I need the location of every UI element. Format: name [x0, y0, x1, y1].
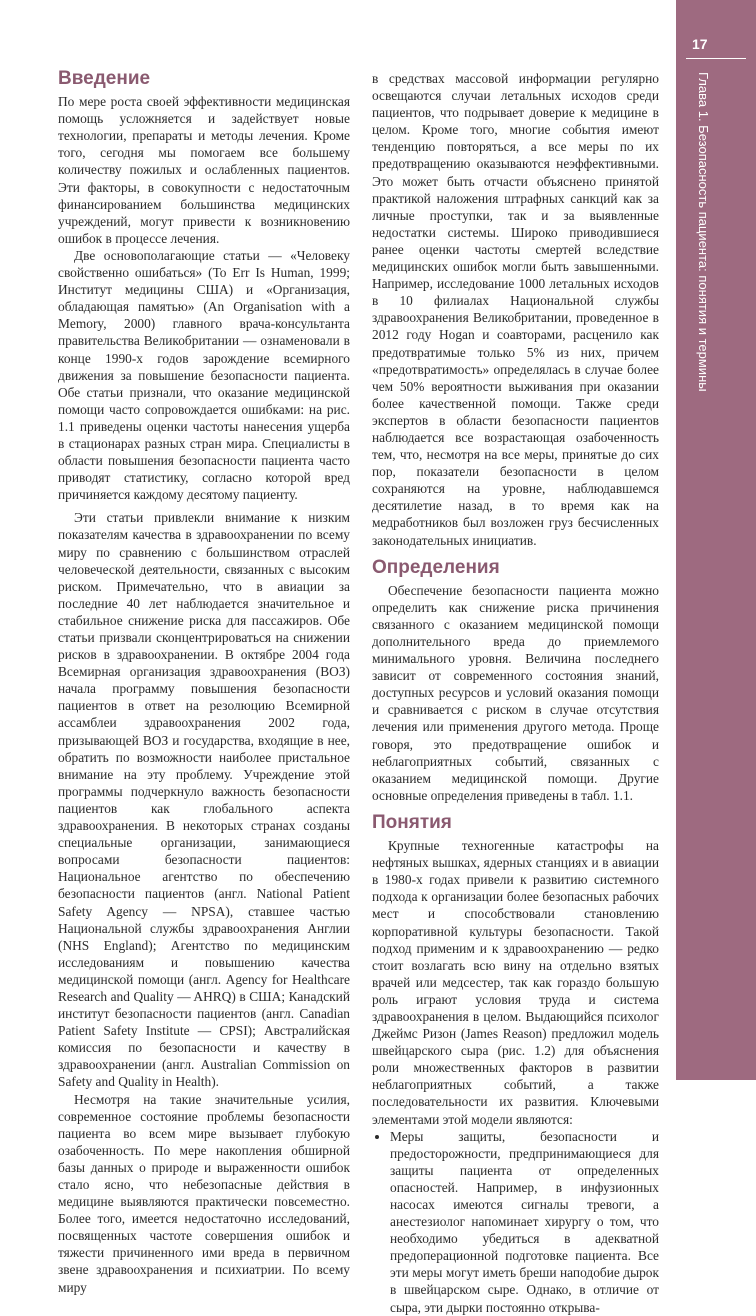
chapter-running-head: Глава 1. Безопасность пациента: понятия и термины — [696, 72, 711, 392]
page-number-rule — [686, 58, 746, 59]
heading-introduction: Введение — [58, 68, 151, 89]
left-column — [58, 70, 350, 1296]
right-column — [372, 70, 659, 1316]
list-item: • Меры защиты, безопасности и предосторожности, предпринимающиеся для защиты пациента от определенных опасностей. Например, в инфузионных насосах имеются сигналы тревоги, а анестезиолог напоминает хирургу о том, что необходимо убедиться в адекватной предоперационной подготовке пациента. Все эти меры могут иметь бреши наподобие дырок в швейцарском сыре. Однако, в отличие от сыра, эти дырки постоянно открыва- — [390, 1128, 659, 1316]
definitions-paragraph: Обеспечение безопасности пациента можно определить как снижение риска причинения связанного с оказанием медицинской помощи дополнительного вреда до приемлемого минимального уровня. Величина последнего зависит от современного состояния знаний, доступных ресурсов и условий оказания помощи и сравнивается с риском в случае отсутствия лечения или применения другого метода. Проще говоря, это предотвращение ошибок и неблагоприятных событий, связанных с оказанием медицинской помощи. Другие основные определения приведены в табл. 1.1. — [372, 582, 659, 803]
page-number: 17 — [692, 36, 708, 52]
concepts-bullet-list — [372, 1128, 659, 1316]
intro-paragraph-1: По мере роста своей эффективности медицинская помощь усложняется и задействует новые технологии, препараты и методы лечения. Кроме того, сегодня мы помогаем все большему количеству пожилых и ослабленных пациентов. Эти факторы, в совокупности с недостаточным финансированием большинства медицинских учреждений, могут привести к возникновению ошибок в процессе лечения. — [58, 94, 350, 246]
chapter-running-head-wrap — [693, 72, 719, 512]
intro-paragraph-3: Эти статьи привлекли внимание к низким показателям качества в здравоохранении по всему миру по сравнению с большинством отраслей человеческой деятельности, связанных с высоким риском. Примечательно, что в авиации за последние 40 лет наблюдается значительное и стабильное снижение риска для пассажиров. Обе статьи призвали сконцентрироваться на снижении рисков в здравоохранении. В октябре 2004 года Всемирная организация здравоохранения (ВОЗ) начала программу повышения безопасности пациентов в ответ на резолюцию Всемирной ассамблеи здравоохранения 2002 года, призывающей ВОЗ и государства, входящие в нее, обратить по возможности наиболее пристальное внимание на эту проблему. Учреждение этой программы подчеркнуло важность безопасности пациентов как глобального аспекта здравоохранения. В некоторых странах созданы специальные организации, занимающиеся вопросами безопасности пациентов: Национальное агентство по обеспечению безопасности пациентов (англ. National Patient Safety Agency — NPSA), ставшее частью Национальной службы здравоохранения Англии (NHS England); Агентство по медицинским исследованиям и повышению качества медицинской помощи (англ. Agency for Healthcare Research and Quality — AHRQ) в США; Канадский институт безопасности пациентов (англ. Canadian Patient Safety Institute — CPSI); Австралийская комиссия по безопасности и качеству в здравоохранении (англ. Australian Commission on Safety and Quality in Health). — [58, 510, 350, 1090]
intro-paragraph-4: Несмотря на такие значительные усилия, современное состояние проблемы безопасности пациента во всем мире вызывает глубокую озабоченность. По мере накопления обширной базы данных о природе и выраженности ошибок стало ясно, что небезопасные действия в медицине выявляются практически повсеместно. Более того, имеется недостаточно исследований, посвященных частоте совершения ошибок и тяжести причиненного ими вреда в первичном звене здравоохранения и психиатрии. По всему миру — [58, 1091, 350, 1295]
intro-paragraph-2: Две основополагающие статьи — «Человеку свойственно ошибаться» (To Err Is Human, 1999; Институт медицины США) и «Организация, обладающая памятью» (An Organisation with a Memory, 2000) главного врача-консультанта правительства Великобритании — ознаменовали в конце 1990-х годов зарождение всемирного движения за повышение безопасности пациента. Обе статьи признали, что оказание медицинской помощи часто сопровождается ошибками: на рис. 1.1 приведены оценки частоты нанесения ущерба в стационарах разных стран мира. Специалисты в области повышения безопасности пациента часто приводят статистику, согласно которой вред причиняется каждому десятому пациенту. — [58, 247, 350, 503]
intro-paragraph-5: в средствах массовой информации регулярно освещаются случаи летальных исходов среди пациентов, что подрывает доверие к медицине в целом. Кроме того, многие события имеют тенденцию повторяться, а все меры по их предотвращению оказываются неэффективными. Это может быть отчасти объяснено принятой практикой наложения штрафных санкций как за личные проступки, так и за выявленные недостатки системы. Широко приводившиеся ранее оценки частоты смертей вследствие медицинских ошибок могли быть завышенными. Например, исследование 1000 летальных исходов в 10 филиалах Национальной службы здравоохранения Великобритании, проведенное в 2012 году Hogan и соавторами, расценило как предотвратимые только 5% из них, причем «предотвратимость» определялась в случае более чем 50% вероятности выживания при оказании более качественной помощи. Также среди экспертов в области безопасности пациентов наблюдается все возрастающая озабоченность тем, что, несмотря на все меры, принятые до сих пор, показатели безопасности в целом сохраняются на уровне, наблюдавшемся десятилетие назад, в то время как на медработников был возложен груз бесчисленных законодательных инициатив. — [372, 71, 659, 548]
heading-concepts: Понятия — [372, 811, 452, 833]
concepts-paragraph: Крупные техногенные катастрофы на нефтяных вышках, ядерных станциях и в авиации в 1980-х годах привели к развитию системного подхода к организации более безопасных рабочих мест и способствовали становлению корпоративной культуры безопасности. Такой подход применим и к здравоохранению — редко стоит возлагать всю вину на отдельно взятых врачей или медсестер, так как гораздо большую роль играют условия труда и система здравоохранения в целом. Выдающийся психолог Джеймс Ризон (James Reason) предложил модель швейцарского сыра (рис. 1.2) для объяснения роли множественных факторов в развитии неблагоприятных событий, а также последовательности их развития. Ключевыми элементами этой модели являются: — [372, 838, 659, 1127]
heading-definitions: Определения — [372, 556, 500, 578]
